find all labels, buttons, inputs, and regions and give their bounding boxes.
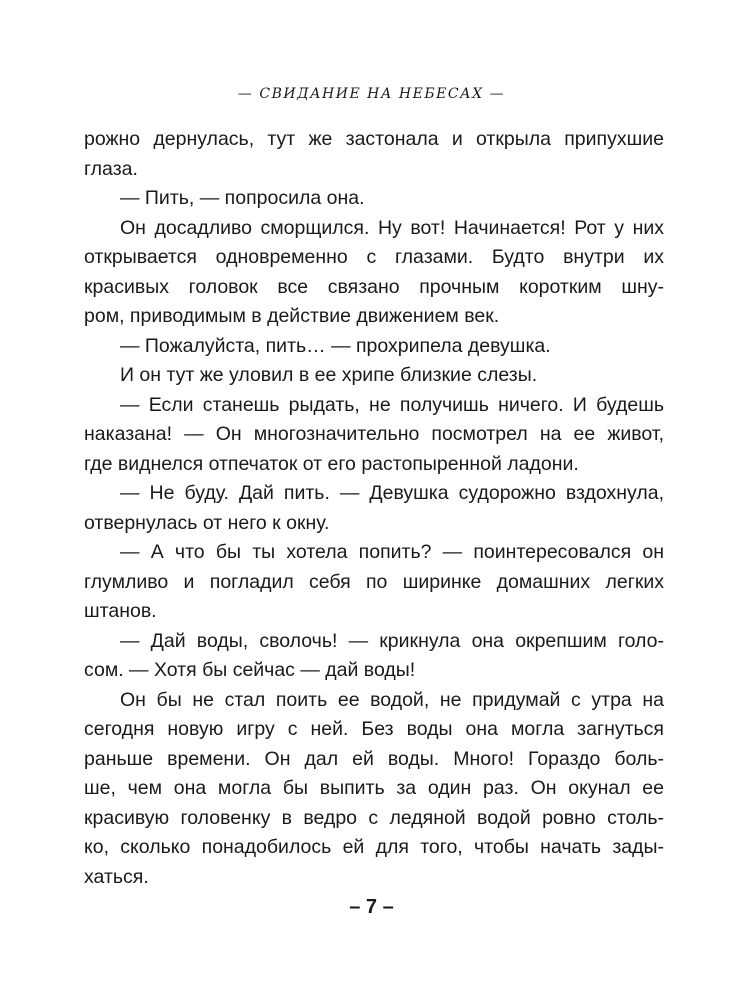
text-line: И он тут же уловил в ее хрипе близкие слезы.	[120, 364, 538, 386]
text-line: — Не буду. Дай пить. — Девушка судорожно вздохнула,	[120, 482, 664, 504]
text-line: наказана! — Он многозначительно посмотрел на ее живот,	[84, 423, 664, 445]
text-line: — Дай воды, сволочь! — крикнула она окрепшим голо-	[120, 629, 664, 652]
text-line: штанов.	[84, 600, 157, 622]
body-text	[84, 125, 664, 892]
text-line: — А что бы ты хотела попить? — поинтересовался он	[120, 541, 664, 563]
text-line: сом. — Хотя бы сейчас — дай воды!	[84, 659, 416, 681]
text-line: глумливо и погладил себя по ширинке домашних легких	[84, 570, 664, 593]
text-line: ко, сколько понадобилось ей для того, чтобы начать зады-	[84, 836, 664, 858]
text-line: красивую головенку в ведро с ледяной водой ровно столь-	[84, 806, 664, 829]
text-line: раньше времени. Он дал ей воды. Много! Гораздо боль-	[84, 747, 664, 770]
running-head: — СВИДАНИЕ НА НЕБЕСАХ —	[237, 86, 506, 102]
text-line: сегодня новую игру с ней. Без воды она могла загнуться	[84, 718, 664, 740]
text-line: ром, приводимым в действие движением век.	[84, 305, 500, 327]
text-line: Он бы не стал поить ее водой, не придумай с утра на	[120, 688, 664, 711]
text-line: отвернулась от него к окну.	[84, 511, 330, 534]
page-number: – 7 –	[349, 896, 394, 918]
text-line: ше, чем она могла бы выпить за один раз. Он окунал ее	[84, 777, 664, 799]
text-line: Он досадливо сморщился. Ну вот! Начинается! Рот у них	[120, 216, 664, 239]
text-line: — Пить, — попросила она.	[120, 187, 365, 209]
text-line: хаться.	[84, 865, 149, 888]
text-line: где виднелся отпечаток от его растопыренной ладони.	[84, 452, 579, 475]
text-line: открывается одновременно с глазами. Будто внутри их	[84, 246, 664, 268]
text-line: красивых головок все связано прочным коротким шну-	[84, 275, 664, 298]
text-line: рожно дернулась, тут же застонала и открыла припухшие	[84, 128, 664, 150]
text-line: — Пожалуйста, пить… — прохрипела девушка.	[120, 334, 551, 357]
text-line: глаза.	[84, 157, 138, 180]
text-line: — Если станешь рыдать, не получишь ничего. И будешь	[120, 393, 664, 416]
